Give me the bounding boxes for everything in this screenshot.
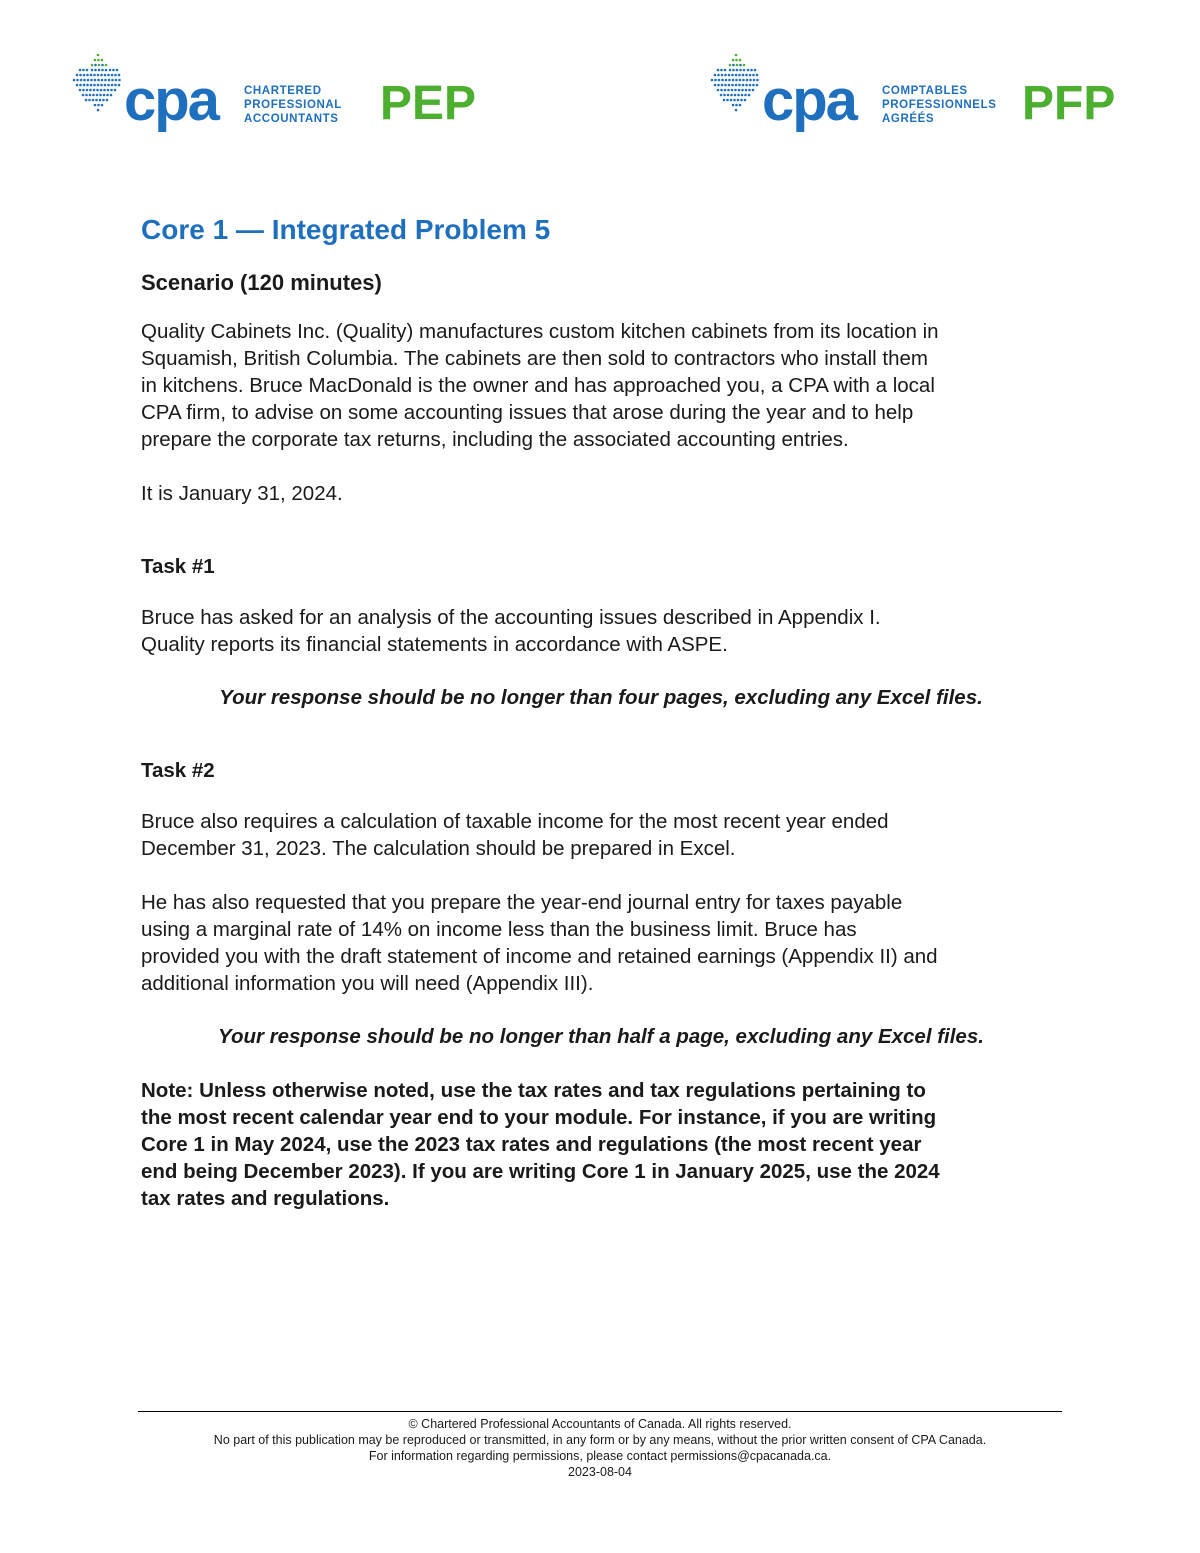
leaf-dot: [748, 94, 751, 97]
leaf-dot: [735, 109, 738, 112]
leaf-dot: [729, 69, 732, 72]
leaf-dot: [106, 94, 109, 97]
leaf-dot: [744, 94, 747, 97]
leaf-dot: [714, 79, 717, 82]
leaf-dot: [737, 99, 740, 102]
leaf-dot: [85, 99, 88, 102]
leaf-dot: [741, 89, 744, 92]
leaf-dot: [740, 99, 743, 102]
leaf-dot: [93, 84, 96, 87]
leaf-dot: [756, 79, 759, 82]
leaf-dot: [98, 64, 101, 67]
leaf-dot: [95, 99, 98, 102]
page-footer: [138, 1411, 1062, 1480]
scenario-heading: Scenario (120 minutes): [141, 270, 382, 295]
leaf-dot: [730, 94, 733, 97]
leaf-dot: [97, 109, 100, 112]
leaf-dot: [100, 89, 103, 92]
leaf-dot: [747, 69, 750, 72]
leaf-dot: [739, 79, 742, 82]
leaf-dot: [735, 104, 738, 107]
leaf-dot: [79, 84, 82, 87]
leaf-dot: [726, 99, 729, 102]
leaf-dot: [90, 84, 93, 87]
leaf-dot: [735, 79, 738, 82]
leaf-dot: [720, 69, 723, 72]
leaf-dot: [112, 69, 115, 72]
leaf-dot: [98, 69, 101, 72]
leaf-dot: [82, 94, 85, 97]
leaf-dot: [714, 74, 717, 77]
task2-paragraph-2: [141, 889, 1061, 997]
text-line: Quality Cabinets Inc. (Quality) manufactures custom kitchen cabinets from its location in: [141, 320, 939, 343]
cpa-pep-logo: [72, 52, 492, 142]
text-line: using a marginal rate of 14% on income less than the business limit. Bruce has: [141, 918, 857, 941]
leaf-dot: [728, 84, 731, 87]
leaf-dot: [737, 94, 740, 97]
leaf-dot: [732, 79, 735, 82]
text-line: He has also requested that you prepare the year-end journal entry for taxes payable: [141, 891, 903, 914]
leaf-dot: [732, 104, 735, 107]
cpa-pfp-logo: [710, 52, 1130, 142]
leaf-dot: [101, 104, 104, 107]
leaf-dot: [739, 59, 742, 62]
tagline-line: CHARTERED: [244, 85, 322, 97]
leaf-dot: [720, 89, 723, 92]
leaf-dot: [754, 69, 757, 72]
intro-paragraph: [141, 318, 1061, 453]
leaf-dot: [724, 69, 727, 72]
leaf-dot: [94, 69, 97, 72]
leaf-dot: [101, 59, 104, 62]
leaf-dot: [90, 74, 93, 77]
leaf-dot: [731, 74, 734, 77]
tagline-line: PROFESSIONAL: [244, 99, 342, 111]
leaf-dot: [92, 99, 95, 102]
leaf-dot: [717, 69, 720, 72]
leaf-dot: [86, 89, 89, 92]
leaf-dot: [86, 84, 89, 87]
tagline-line: COMPTABLES: [882, 85, 968, 97]
leaf-dot: [745, 84, 748, 87]
leaf-dot: [107, 74, 110, 77]
leaf-dot: [749, 74, 752, 77]
leaf-dot: [93, 89, 96, 92]
leaf-dot: [76, 74, 79, 77]
leaf-dot: [739, 69, 742, 72]
maple-leaf-dots-icon: [710, 52, 766, 116]
leaf-dot: [711, 79, 714, 82]
leaf-dot: [723, 94, 726, 97]
task2-length-limit: Your response should be no longer than half a page, excluding any Excel files.: [218, 1025, 984, 1048]
leaf-dot: [735, 74, 738, 77]
leaf-dot: [86, 69, 89, 72]
leaf-dot: [80, 79, 83, 82]
tagline-line: ACCOUNTANTS: [244, 113, 339, 125]
task2-heading: Task #2: [141, 759, 215, 782]
leaf-dot: [86, 74, 89, 77]
leaf-dot: [742, 74, 745, 77]
leaf-dot: [110, 94, 113, 97]
leaf-dot: [96, 94, 99, 97]
leaf-dot: [104, 74, 107, 77]
leaf-dot: [104, 79, 107, 82]
leaf-dot: [721, 84, 724, 87]
leaf-dot: [732, 69, 735, 72]
document-body: [141, 210, 1061, 1212]
leaf-dot: [82, 89, 85, 92]
text-line: Squamish, British Columbia. The cabinets are then sold to contractors who install them: [141, 347, 928, 370]
text-line: provided you with the draft statement of income and retained earnings (Appendix II) and: [141, 945, 938, 968]
leaf-dot: [83, 79, 86, 82]
program-code: PFP: [1022, 77, 1116, 130]
leaf-dot: [745, 74, 748, 77]
leaf-dot: [101, 64, 104, 67]
leaf-dot: [107, 89, 110, 92]
leaf-dot: [97, 104, 100, 107]
leaf-dot: [99, 99, 102, 102]
text-line: prepare the corporate tax returns, including the associated accounting entries.: [141, 428, 849, 451]
leaf-dot: [727, 94, 730, 97]
leaf-dot: [738, 74, 741, 77]
leaf-dot: [718, 79, 721, 82]
leaf-dot: [724, 89, 727, 92]
leaf-dot: [100, 84, 103, 87]
leaf-dot: [730, 99, 733, 102]
leaf-dot: [100, 74, 103, 77]
cpa-wordmark: cpa: [124, 68, 218, 133]
leaf-dot: [738, 89, 741, 92]
text-line: the most recent calendar year end to your module. For instance, if you are writing: [141, 1106, 937, 1129]
leaf-dot: [734, 94, 737, 97]
leaf-dot: [92, 94, 95, 97]
tagline-line: PROFESSIONNELS: [882, 99, 997, 111]
leaf-dot: [90, 79, 93, 82]
leaf-dot: [736, 64, 739, 67]
leaf-dot: [88, 99, 91, 102]
leaf-dot: [109, 69, 112, 72]
leaf-dot: [748, 89, 751, 92]
leaf-dot: [724, 74, 727, 77]
leaf-dot: [717, 74, 720, 77]
leaf-dot: [749, 79, 752, 82]
text-line: December 31, 2023. The calculation should be prepared in Excel.: [141, 837, 736, 860]
copyright-notice: © Chartered Professional Accountants of Canada. All rights reserved.: [408, 1417, 792, 1431]
leaf-dot: [94, 79, 97, 82]
leaf-dot: [116, 69, 119, 72]
text-line: Core 1 in May 2024, use the 2023 tax rates and regulations (the most recent year: [141, 1133, 922, 1156]
leaf-dot: [76, 84, 79, 87]
leaf-dot: [101, 79, 104, 82]
leaf-dot: [744, 99, 747, 102]
leaf-dot: [734, 89, 737, 92]
leaf-dot: [743, 64, 746, 67]
leaf-dot: [752, 84, 755, 87]
leaf-dot: [89, 89, 92, 92]
leaf-dot: [103, 94, 106, 97]
leaf-dot: [105, 69, 108, 72]
reproduction-notice: No part of this publication may be reproduced or transmitted, in any form or by any means, without the prior written consent of CPA Canada.: [213, 1433, 987, 1447]
leaf-dot: [118, 79, 121, 82]
leaf-dot: [736, 69, 739, 72]
leaf-dot: [114, 74, 117, 77]
leaf-dot: [85, 94, 88, 97]
leaf-dot: [82, 69, 85, 72]
leaf-dot: [746, 79, 749, 82]
leaf-dot: [93, 74, 96, 77]
leaf-dot: [107, 84, 110, 87]
task1-length-limit: Your response should be no longer than four pages, excluding any Excel files.: [219, 686, 983, 709]
leaf-dot: [735, 59, 738, 62]
leaf-dot: [97, 79, 100, 82]
leaf-dot: [111, 84, 114, 87]
leaf-dot: [717, 89, 720, 92]
tagline-line: AGRÉÉS: [882, 113, 935, 125]
cpa-wordmark: cpa: [762, 68, 856, 133]
leaf-dot: [720, 94, 723, 97]
leaf-dot: [735, 54, 738, 57]
leaf-dot: [739, 104, 742, 107]
leaf-dot: [87, 79, 90, 82]
cpa-tagline: [882, 84, 996, 126]
text-line: additional information you will need (Appendix III).: [141, 972, 594, 995]
leaf-dot: [735, 84, 738, 87]
leaf-dot: [721, 74, 724, 77]
task2-paragraph: [141, 808, 1061, 862]
leaf-dot: [742, 84, 745, 87]
text-line: end being December 2023). If you are writing Core 1 in January 2025, use the 2024: [141, 1160, 940, 1183]
leaf-dot: [714, 84, 717, 87]
leaf-dot: [104, 84, 107, 87]
leaf-dot: [118, 84, 121, 87]
permissions-notice: For information regarding permissions, please contact permissions@cpacanada.ca.: [368, 1449, 832, 1463]
text-line: CPA firm, to advise on some accounting issues that arose during the year and to help: [141, 401, 914, 424]
program-code: PEP: [380, 77, 477, 130]
leaf-dot: [739, 64, 742, 67]
leaf-dot: [752, 74, 755, 77]
leaf-dot: [728, 74, 731, 77]
leaf-dot: [89, 94, 92, 97]
leaf-dot: [721, 79, 724, 82]
tax-rates-note: [141, 1077, 1061, 1212]
leaf-dot: [94, 104, 97, 107]
leaf-dot: [79, 69, 82, 72]
leaf-dot: [741, 94, 744, 97]
leaf-dot: [83, 74, 86, 77]
text-line: Note: Unless otherwise noted, use the tax rates and tax regulations pertaining to: [141, 1079, 926, 1102]
date-line: It is January 31, 2024.: [141, 482, 343, 505]
leaf-dot: [118, 74, 121, 77]
leaf-dot: [732, 64, 735, 67]
leaf-dot: [732, 59, 735, 62]
leaf-dot: [745, 89, 748, 92]
leaf-dot: [743, 69, 746, 72]
leaf-dot: [756, 84, 759, 87]
leaf-dot: [102, 99, 105, 102]
leaf-dot: [79, 89, 82, 92]
leaf-dot: [96, 89, 99, 92]
leaf-dot: [727, 89, 730, 92]
leaf-dot: [101, 69, 104, 72]
page-title: Core 1 — Integrated Problem 5: [141, 214, 551, 245]
leaf-dot: [97, 84, 100, 87]
leaf-dot: [731, 84, 734, 87]
text-line: in kitchens. Bruce MacDonald is the owner and has approached you, a CPA with a local: [141, 374, 935, 397]
leaf-dot: [114, 84, 117, 87]
leaf-dot: [108, 79, 111, 82]
leaf-dot: [73, 79, 76, 82]
leaf-dot: [110, 89, 113, 92]
leaf-dot: [728, 79, 731, 82]
leaf-dot: [91, 64, 94, 67]
leaf-dot: [97, 74, 100, 77]
leaf-dot: [756, 74, 759, 77]
leaf-dot: [94, 59, 97, 62]
leaf-dot: [114, 89, 117, 92]
leaf-dot: [729, 64, 732, 67]
leaf-dot: [738, 84, 741, 87]
text-line: tax rates and regulations.: [141, 1187, 390, 1210]
leaf-dot: [723, 99, 726, 102]
task1-paragraph: [141, 604, 1061, 658]
leaf-dot: [725, 79, 728, 82]
leaf-dot: [724, 84, 727, 87]
leaf-dot: [99, 94, 102, 97]
leaf-dot: [111, 74, 114, 77]
leaf-dot: [94, 64, 97, 67]
task1-heading: Task #1: [141, 555, 215, 578]
text-line: Quality reports its financial statements in accordance with ASPE.: [141, 633, 728, 656]
text-line: Bruce has asked for an analysis of the accounting issues described in Appendix I.: [141, 606, 881, 629]
leaf-dot: [79, 74, 82, 77]
leaf-dot: [750, 69, 753, 72]
cpa-tagline: [244, 84, 342, 126]
leaf-dot: [83, 84, 86, 87]
leaf-dot: [91, 69, 94, 72]
leaf-dot: [106, 99, 109, 102]
maple-leaf-dots-icon: [72, 52, 128, 116]
publication-date: 2023-08-04: [568, 1465, 632, 1479]
leaf-dot: [103, 89, 106, 92]
leaf-dot: [97, 59, 100, 62]
leaf-dot: [111, 79, 114, 82]
leaf-dot: [753, 79, 756, 82]
leaf-dot: [731, 89, 734, 92]
leaf-dot: [752, 89, 755, 92]
leaf-dot: [115, 79, 118, 82]
leaf-dot: [749, 84, 752, 87]
leaf-dot: [97, 54, 100, 57]
leaf-dot: [733, 99, 736, 102]
leaf-dot: [717, 84, 720, 87]
leaf-dot: [742, 79, 745, 82]
leaf-dot: [105, 64, 108, 67]
text-line: Bruce also requires a calculation of taxable income for the most recent year ended: [141, 810, 889, 833]
leaf-dot: [76, 79, 79, 82]
